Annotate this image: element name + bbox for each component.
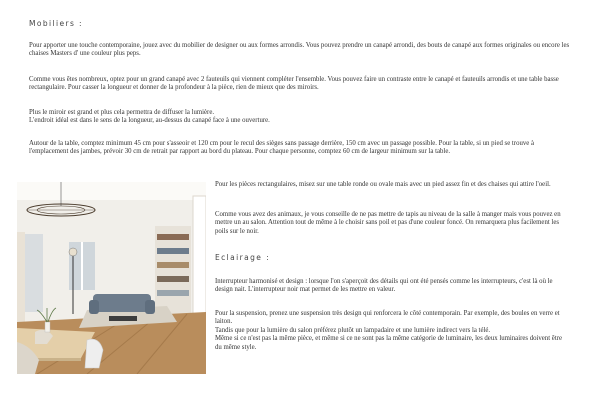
living-room-photo bbox=[17, 182, 206, 374]
living-room-illustration bbox=[17, 182, 206, 374]
heading-eclairage: Eclairage : bbox=[215, 253, 270, 262]
ceiling bbox=[17, 182, 206, 200]
paragraph-miroir: Plus le miroir est grand et plus cela permettra de diffuser la lumière. L'endroit idéal est dans le sens de la longueur, au-dessus du canapé face à une ouverture. bbox=[29, 109, 270, 125]
paragraph-canape: Comme vous êtes nombreux, optez pour un grand canapé avec 2 fauteuils qui viennent compléter l'ensemble. Vous pouvez faire un contraste entre le canapé et fauteuils arrondis et une table basse rectangulaire. Pour casser la longueur et donner de la profondeur à la pièce, rien de mieux que des miroirs. bbox=[29, 76, 559, 92]
paragraph-designer: Pour apporter une touche contemporaine, jouez avec du mobilier de designer ou aux formes arrondis. Vous pouvez prendre un canapé arrondi, des bouts de canapé aux formes originales ou encore les chaises Masters d' une couleur plus peps. bbox=[29, 42, 570, 58]
door bbox=[193, 196, 206, 326]
paragraph-pieces-rectangulaires: Pour les pièces rectangulaires, misez sur une table ronde ou ovale mais avec un pied assez fin et des chaises qui attire l'oeil. bbox=[215, 181, 551, 188]
curtain-left bbox=[17, 232, 25, 322]
heading-mobiliers: Mobiliers : bbox=[29, 19, 83, 28]
paragraph-table: Autour de la table, comptez minimum 45 cm pour s'asseoir et 120 cm pour le recul des sièges sans passage derrière, 150 cm avec un passage possible. Pour la table, si un pied se trouve à l'emplacement des jambes, prévoir 30 cm de retrait par rapport au bord du plateau. Pour chaque personne, comptez 60 cm de largeur minimum sur la table. bbox=[29, 140, 534, 156]
vase bbox=[45, 322, 50, 332]
paragraph-interrupteur: Interrupteur harmonisé et design : lorsque l'on s'aperçoit des détails qui ont été pensés comme les interrupteurs, c'est là où le design nait. L'interrupteur noir mat permet de les mettre en valeur. bbox=[215, 278, 553, 294]
paragraph-animaux: Comme vous avez des animaux, je vous conseille de ne pas mettre de tapis au niveau de la salle à manger mais vous pouvez en mettre un au salon. Attention tout de même à le choisir sans poil et pas d'une couleur foncé. On remarquera plus facilement les poils sur le noir. bbox=[215, 211, 561, 235]
coffee-table bbox=[109, 316, 137, 321]
sofa bbox=[93, 294, 151, 312]
paragraph-suspension: Pour la suspension, prenez une suspension très design qui renforcera le côté contemporain. Par exemple, des boules en verre et laiton. Tandis que pour la lumière du salon préférez plutôt un lampadaire et une lumière indirect vers la télé. Même si ce n'est pas la même pièce, et même si ce ne sont pas la même catégorie de luminaire, les deux luminaires doivent être du même style. bbox=[215, 310, 562, 351]
